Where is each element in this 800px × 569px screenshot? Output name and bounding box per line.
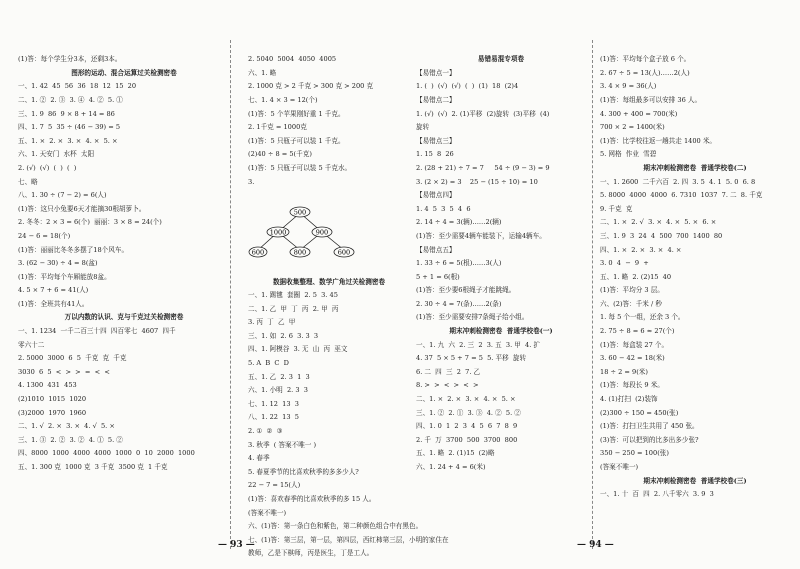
col2-line: 七、(1)答：第三层，第一层，第四层，西红柿第三层，小明的家住在: [248, 535, 449, 544]
col4-line: 4. 300 + 400 = 700(米): [600, 109, 678, 118]
col4-line: (3)答：可以把到的比多出多少张?: [600, 435, 699, 444]
col4-line: (1)答：打扫卫生共用了 450 张。: [600, 422, 699, 431]
col2-line: 一、1. 踢毽 套圈 2. 5 3. 45: [248, 291, 338, 300]
col3-line: 五、1. 略 2. (1)15 (2)略: [416, 449, 495, 458]
col1-line: 4. 5 × 7 + 6 = 41(人): [18, 286, 89, 295]
col1-line: 2. (√) (√) ( ) ( ): [18, 163, 77, 172]
page-fold-divider-2: [592, 40, 593, 549]
col4-line: 3. 0 4 − 9 +: [600, 259, 649, 268]
col1-line: 三、1. 9 86 9 × 8 + 14 = 86: [18, 109, 115, 118]
page-number-right: — 94 —: [577, 540, 614, 550]
col4-line: 六、(2)答：千米 / 秒: [600, 299, 662, 308]
col4-section-heading: 期末冲刺检测密卷 普通学校卷(三): [643, 476, 747, 485]
page-fold-divider: [230, 40, 231, 549]
col1-line: (1)答：这只小兔要6天才能摘30根胡萝卜。: [18, 204, 146, 213]
col1-line: (1)答：全班共有41人。: [18, 299, 89, 308]
col3-line: 1. 15 8 26: [416, 150, 454, 159]
col4-line: 2. 67 ÷ 5 = 13(人)……2(人): [600, 68, 690, 77]
col2-line: 六、(1)答：第一条白色和紫色，第二种颜色组合中有黑色。: [248, 522, 423, 531]
col1-line: 二、1. √ 2. × 3. × 4. √ 5. ×: [18, 422, 115, 431]
col3-line: (1)答：至少要6根绳子才能跳绳。: [416, 286, 516, 295]
col3-line: 【易错点五】: [416, 245, 456, 254]
col3-line: 8. > > < > < >: [416, 381, 479, 390]
col2-line: (1)答：5 只瓶子可以装 5 千克水。: [248, 163, 352, 172]
col3-line: 1. 4 5 3 5 4 6: [416, 204, 471, 213]
col3-section-heading: 期末冲刺检测密卷 普通学校卷(一): [449, 327, 553, 336]
col2-line: 5. 春夏季节的比喜欢秋季的多多少人?: [248, 467, 359, 476]
col3-line: 1. (√) (√) 2. (1)平移 (2)旋转 (3)平移 (4): [416, 109, 550, 118]
col4-line: 二、1. × 2. √ 3. × 4. × 5. × 6. ×: [600, 218, 717, 227]
col3-line: 4. 37 5 × 5 + 7 = 5 5. 平移 旋转: [416, 354, 527, 363]
col4-line: 一、1. 十 百 四 2. 八千零六 3. 9 3: [600, 490, 714, 499]
col1-line: 六、1. 天安门 水杯 太阳: [18, 150, 95, 159]
col1-line: 4. 1300 431 453: [18, 381, 77, 390]
col4-line: 4. (1)打扫 (2)装饰: [600, 395, 658, 404]
col1-line: 七、略: [18, 177, 38, 186]
col2-line: 七、1. 12 13 3: [248, 399, 299, 408]
col1-line: 3. (62 − 30) ÷ 4 = 8(盆): [18, 259, 98, 268]
tree-node-mid-left: 1000: [269, 228, 287, 237]
col2-section-heading: 数据收集整理、数学广角过关检测密卷: [272, 277, 386, 286]
col3-line: (1)答：至少需要4辆车能装下，运输4辆车。: [416, 231, 546, 240]
col2-line: 4. 春季: [248, 454, 270, 463]
col3-line: 二、1. × 2. × 3. × 4. × 5. ×: [416, 395, 516, 404]
col3-line: (1)答：至少需要安排7条绳子给小组。: [416, 313, 529, 322]
col4-line: 3. 4 × 9 = 36(人): [600, 82, 657, 91]
col4-line: (答案不唯一): [600, 463, 639, 471]
col1-line: (1)答：每个学生分3本，还剩3本。: [18, 55, 122, 64]
col1-line: 一、1. 42 45 56 36 18 12 15 20: [18, 82, 137, 91]
col3-line: 2. 千 万 3700 500 3700 800: [416, 435, 518, 444]
number-tree-diagram: [248, 204, 410, 260]
col1-line: 五、1. × 2. × 3. × 4. × 5. ×: [18, 136, 118, 145]
col1-line: (1)答：平均每个车厢能放8盆。: [18, 272, 111, 281]
col4-line: 五、1. 略 2. (2)15 40: [600, 272, 672, 281]
col4-line: (2)300 ÷ 150 = 450(张): [600, 408, 679, 417]
tree-node-top: 500: [293, 208, 307, 217]
col2-line: (答案不唯一): [248, 508, 287, 517]
col2-line: 3. 秋季 ( 答案不唯一 ): [248, 440, 317, 449]
col3-line: 【易错点三】: [416, 136, 456, 145]
col4-line: 四、1. × 2. × 3. × 4. ×: [600, 245, 682, 254]
col2-line: 三、1. 如 2. 6 3. 3 3: [248, 331, 319, 340]
col2-line: 二、1. 乙 甲 丁 丙 2. 甲 丙: [248, 304, 339, 313]
col1-line: 二、1. ② 2. ③ 3. ④ 4. ② 5. ①: [18, 95, 123, 104]
col3-line: 2. (28 + 21) ÷ 7 = 7 54 ÷ (9 − 3) = 9: [416, 163, 550, 172]
col2-line: 5. A B C D: [248, 359, 289, 368]
col4-line: (1)答：每盒装 27 个。: [600, 340, 669, 349]
col1-line: 四、1. 7 5 35 ÷ (46 − 39) = 5: [18, 123, 121, 132]
col2-line: 五、1. 乙 2. 3 1 3: [248, 372, 310, 381]
tree-svg: [248, 204, 368, 264]
col4-line: 5. 网格 作业 雪碧: [600, 150, 657, 159]
col4-line: 3. 60 − 42 = 18(米): [600, 354, 665, 363]
col2-line: 教师，乙是下棋师，丙是医生，丁是工人。: [248, 549, 374, 558]
col2-line: 3.: [248, 177, 255, 186]
column-1: [18, 38, 230, 482]
col2-line: 2. 5040 5004 4050 4005: [248, 55, 337, 64]
col4-line: 三、1. 9 3 24 4 500 700 1400 80: [600, 231, 723, 240]
col3-section-heading: 易错易混专项卷: [477, 55, 525, 64]
col3-line: 2. 14 ÷ 4 = 3(辆)……2(辆): [416, 218, 502, 227]
col1-line: (2)1010 1015 1020: [18, 395, 87, 404]
page-number-left: — 93 —: [218, 540, 255, 550]
col4-line: (1)答：平均分 3 层。: [600, 286, 664, 295]
col3-line: 6. 二 四 三 2 7. 乙: [416, 367, 481, 376]
col4-line: 9. 千克 克: [600, 204, 633, 213]
col4-line: (1)答：每组最多可以安排 36 人。: [600, 95, 702, 104]
col2-line: (1)答：5 个苹果刚好重 1 千克。: [248, 109, 345, 118]
col2-line: 四、1. 阿模谷 3. 无 山 丙 巫文: [248, 345, 348, 354]
col2-line: (2)40 ÷ 8 = 5(千克): [248, 150, 312, 159]
tree-node-bottom-mid: 800: [293, 248, 307, 257]
col2-line: (1)答：喜欢春季的比喜欢秋季的多 15 人。: [248, 495, 376, 503]
col3-line: 1. 33 ÷ 6 = 5(根)……3(人): [416, 259, 502, 268]
tree-node-bottom-left: 600: [251, 248, 265, 257]
col3-line: 2. 30 ÷ 4 = 7(条)……2(条): [416, 299, 502, 308]
col3-line: 【易错点四】: [416, 191, 456, 200]
col4-line: (1)答：每段长 9 米。: [600, 381, 664, 390]
col4-line: 700 × 2 = 1400(米): [600, 123, 665, 132]
col4-line: 1. 每 5 个一组，还余 3 个。: [600, 313, 685, 322]
col1-line: 三、1. ③ 2. ② 3. ② 4. ① 5. ②: [18, 435, 123, 444]
col2-line: 3. 丙 丁 乙 甲: [248, 318, 296, 327]
col1-line: (1)答：丽丽比冬冬多摆了18个风车。: [18, 245, 129, 254]
col3-line: 三、1. ② 2. ① 3. ③ 4. ② 5. ②: [416, 408, 521, 417]
tree-node-mid-right: 900: [315, 228, 329, 237]
col2-line: 22 − 7 = 15(人): [248, 481, 301, 490]
col2-line: (1)答：5 只瓶子可以装 1 千克。: [248, 136, 345, 145]
col1-line: 2. 冬冬：2 × 3 = 6(个) 丽丽：3 × 8 = 24(个): [18, 218, 162, 227]
col3-line: 【易错点一】: [416, 68, 456, 77]
col3-line: 【易错点二】: [416, 95, 456, 104]
col1-line: 2. 5000 3000 6 5 千克 克 千克: [18, 354, 127, 363]
col3-line: 六、1. 24 + 4 = 6(米): [416, 463, 486, 471]
col1-line: 24 − 6 = 18(个): [18, 231, 71, 240]
col1-line: 3030 6 5 < > > = < <: [18, 367, 110, 376]
col1-section-heading: 万以内数的认识、克与千克过关检测密卷: [64, 313, 184, 322]
col1-line: 一、1. 1234 一千二百三十四 四百零七 4607 四千: [18, 327, 176, 336]
col3-line: 3. (2 × 2) = 3 25 − (15 ÷ 10) = 10: [416, 177, 538, 186]
col4-section-heading: 期末冲刺检测密卷 普通学校卷(二): [643, 163, 747, 172]
col3-line: 一、1. 九 六 2. 三 2 3. 五 3. 甲 4. 扩: [416, 340, 541, 349]
col2-line: 七、1. 4 × 3 = 12(个): [248, 95, 318, 104]
col4-line: 18 ÷ 2 = 9(米): [600, 367, 648, 376]
col1-line: 零六十二: [18, 340, 45, 349]
col1-line: 八、1. 30 ÷ (7 − 2) = 6(人): [18, 191, 107, 200]
col4-line: 5. 8000 4000 4000 6. 7310 1037 7. 二 8. 千克: [600, 191, 763, 200]
col2-line: 六、1. 小明 2. 3 3: [248, 386, 308, 395]
col1-section-heading: 图形的运动、混合运算过关检测密卷: [71, 68, 177, 77]
col3-line: 旋转: [416, 123, 430, 132]
col2-line: 2. ① ② ③: [248, 427, 283, 436]
col2-line: 六、1. 略: [248, 68, 277, 77]
col1-line: 五、1. 300 克 1000 克 3 千克 3500 克 1 千克: [18, 463, 168, 471]
tree-node-bottom-right: 600: [337, 248, 351, 257]
col4-line: (1)答：平均每个盒子放 6 个。: [600, 55, 691, 64]
col2-line: 八、1. 22 13 5: [248, 413, 299, 422]
col1-line: (3)2000 1970 1960: [18, 408, 87, 417]
col2-line: 2. 1千克 = 1000克: [248, 123, 307, 132]
col3-line: 四、1. 0 1 2 3 4 5 6 7 8 9: [416, 422, 518, 431]
col3-line: 1. ( ) (√) (√) ( ) (1) 18 (2)4: [416, 82, 519, 91]
column-4: [600, 38, 790, 509]
col1-line: 四、8000 1000 4000 4000 1000 0 10 2000 1000: [18, 449, 195, 458]
col3-line: 5 + 1 = 6(根): [416, 272, 460, 281]
col4-line: 2. 75 ÷ 8 = 6 ≈ 27(个): [600, 327, 675, 336]
col4-line: 350 − 250 = 100(张): [600, 449, 669, 458]
col4-line: (1)答：比学校往返一趟共走 1400 米。: [600, 136, 717, 145]
column-3: [416, 38, 586, 482]
col4-line: 一、1. 2600 二千六百 2. 四 3. 5 4. 1 5. 0 6. 8: [600, 177, 756, 186]
col2-line: 2. 1000 克 > 2 千克 > 300 克 > 200 克: [248, 82, 374, 91]
